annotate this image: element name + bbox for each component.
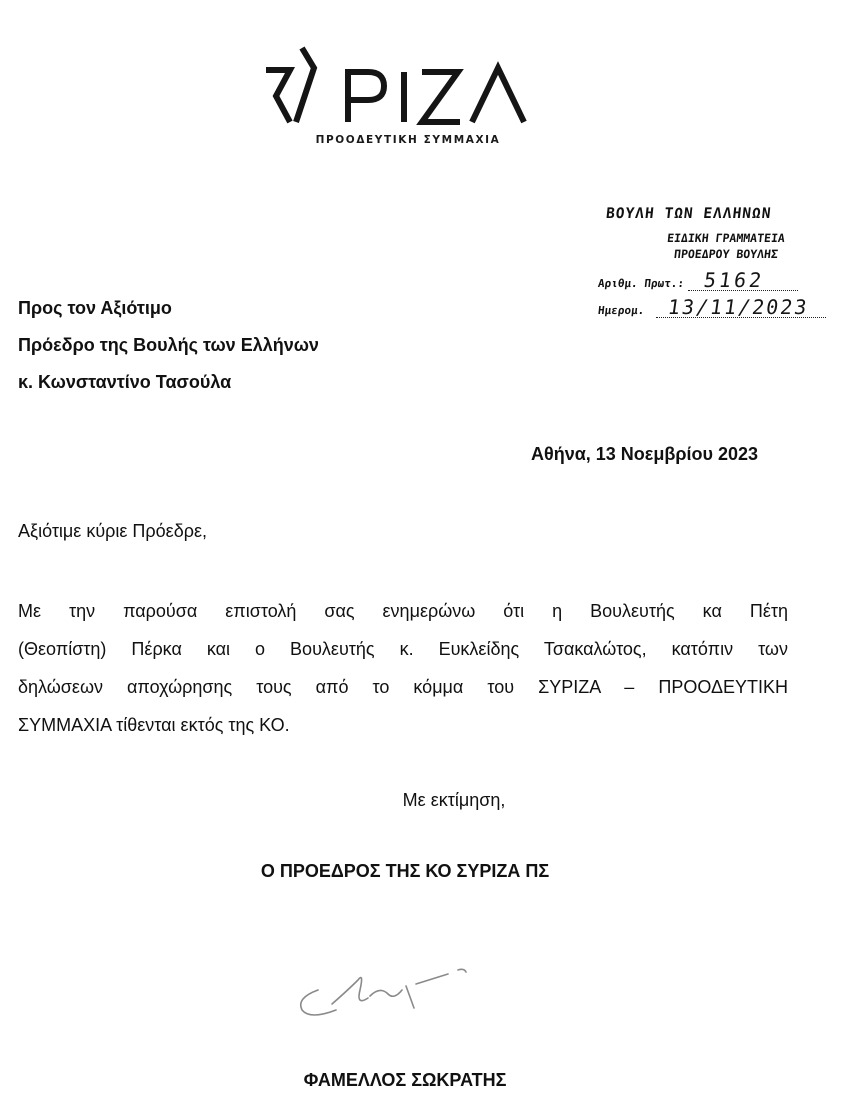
letter-date: Αθήνα, 13 Νοεμβρίου 2023: [530, 444, 758, 464]
logo-subtitle: ΠΡΟΟΔΕΥΤΙΚΗ ΣΥΜΜΑΧΙΑ: [315, 134, 501, 146]
body-paragraph: [18, 592, 788, 744]
recipient-line-2: Πρόεδρο της Βουλής των Ελλήνων: [18, 335, 319, 355]
signatory-name: ΦΑΜΕΛΛΟΣ ΣΩΚΡΑΤΗΣ: [303, 1070, 507, 1090]
signatory-title: Ο ΠΡΟΕΔΡΟΣ ΤΗΣ ΚΟ ΣΥΡΙΖΑ ΠΣ: [260, 861, 550, 881]
recipient-line-1: Προς τον Αξιότιμο: [18, 298, 172, 318]
body-line: Με την παρούσα επιστολή σας ενημερώνω ότι η Βουλευτής κα Πέτη: [18, 601, 788, 621]
stamp-line-1: ΒΟΥΛΗ ΤΩΝ ΕΛΛΗΝΩΝ: [605, 206, 773, 222]
syriza-logo: [262, 38, 552, 148]
handwritten-signature: [288, 950, 528, 1030]
recipient-line-3: κ. Κωνσταντίνο Τασούλα: [18, 372, 232, 392]
stamp-protocol-label: Αριθμ. Πρωτ.:: [597, 277, 685, 290]
signature-graphic: [288, 950, 528, 1030]
stamp-protocol-number: 5162: [702, 268, 766, 292]
salutation: Αξιότιμε κύριε Πρόεδρε,: [18, 521, 207, 541]
closing-block: [0, 790, 868, 811]
stamp-date-value: 13/11/2023: [666, 295, 811, 319]
body-line: (Θεοπίστη) Πέρκα και ο Βουλευτής κ. Ευκλείδης Τσακαλώτος, κατόπιν των: [18, 639, 788, 659]
stamp-line-2: ΕΙΔΙΚΗ ΓΡΑΜΜΑΤΕΙΑ: [666, 231, 786, 245]
closing-text: Με εκτίμηση,: [402, 790, 506, 810]
body-line: ΣΥΜΜΑΧΙΑ τίθενται εκτός της ΚΟ.: [18, 715, 290, 735]
parliament-registration-stamp: [592, 206, 862, 336]
syriza-wordmark-graphic: [262, 38, 552, 128]
body-line: δηλώσεων αποχώρησης τους από το κόμμα του ΣΥΡΙΖΑ – ΠΡΟΟΔΕΥΤΙΚΗ: [18, 677, 788, 697]
stamp-line-3: ΠΡΟΕΔΡΟΥ ΒΟΥΛΗΣ: [673, 247, 779, 261]
stamp-date-label: Ημερομ.: [597, 304, 646, 317]
